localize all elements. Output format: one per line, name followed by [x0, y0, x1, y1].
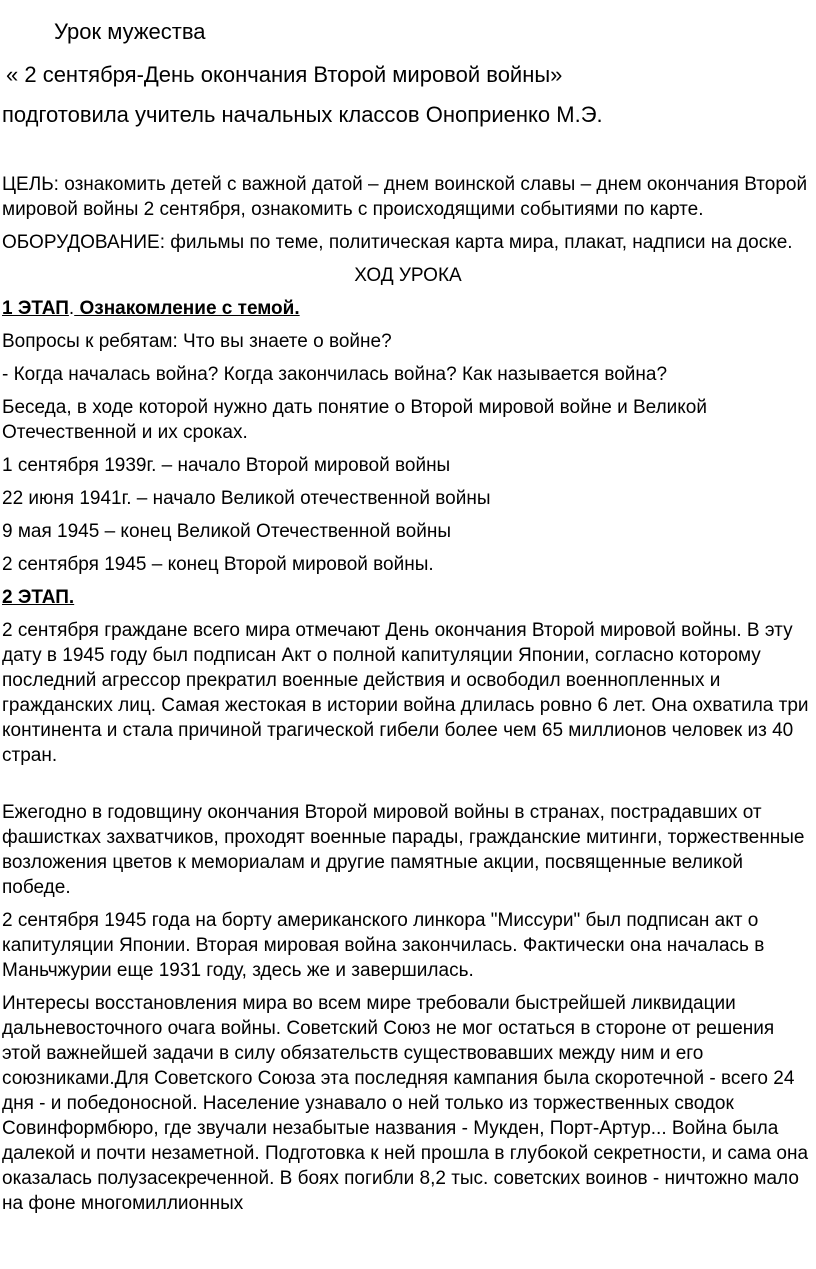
paragraph: 2 сентября граждане всего мира отмечают День окончания Второй мировой войны. В эту дату в 1945 году был подписан Акт о полной капитуляции Японии, согласно которому последний агрессор прекратил военные действия и освободил военнопленных и гражданских лиц. Самая жестокая в истории война длилась ровно 6 лет. Она охватила три континента и стала причиной трагической гибели более чем 65 миллионов человек из 40 стран. — [2, 620, 809, 766]
paragraph: Беседа, в ходе которой нужно дать понятие о Второй мировой войне и Великой Отечественной и их сроках. — [2, 397, 707, 443]
spacer — [2, 776, 814, 800]
document-body — [2, 172, 814, 1224]
lesson-goal: ЦЕЛЬ: ознакомить детей с важной датой – днем воинской славы – днем окончания Второй мировой войны 2 сентября, ознакомить с происходящими событиями по карте. — [2, 174, 808, 220]
paragraph: 9 мая 1945 – конец Великой Отечественной войны — [2, 521, 452, 542]
stage1-label: 1 ЭТАП — [2, 298, 69, 319]
document-title: Урок мужества — [54, 19, 206, 44]
stage1-separator: . — [68, 298, 75, 319]
paragraph: Интересы восстановления мира во всем мире требовали быстрейшей ликвидации дальневосточного очага войны. Советский Союз не мог остаться в стороне от решения этой важнейшей задачи в силу обязательств существовавших между ним и его союзниками.Для Советского Союза эта последняя кампания была скоротечной - всего 24 дня - и победоносной. Население узнавало о ней только из торжественных сводок Совинформбюро, где звучали незабытые названия - Мукден, Порт-Артур... Война была далекой и почти незаметной. Подготовка к ней прошла в глубокой секретности, и сама она оказалась полузасекреченной. В боях погибли 8,2 тыс. советских воинов - ничтожно мало на фоне многомиллионных — [2, 993, 809, 1214]
paragraph: Ежегодно в годовщину окончания Второй мировой войны в странах, пострадавших от фашистках захватчиков, проходят военные парады, гражданские митинги, торжественные возложения цветов к мемориалам и другие памятные акции, посвященные великой победе. — [2, 802, 805, 898]
document-author: подготовила учитель начальных классов Оноприенко М.Э. — [2, 102, 603, 127]
stage1-title: Ознакомление с темой. — [74, 298, 300, 319]
stage1-heading — [2, 296, 814, 321]
document-subtitle: « 2 сентября-День окончания Второй мировой войны» — [6, 62, 563, 87]
paragraph: 22 июня 1941г. – начало Великой отечественной войны — [2, 488, 491, 509]
paragraph: 2 сентября 1945 – конец Второй мировой войны. — [2, 554, 434, 575]
paragraph: - Когда началась война? Когда закончилась война? Как называется война? — [2, 364, 668, 385]
paragraph: Вопросы к ребятам: Что вы знаете о войне? — [2, 331, 392, 352]
paragraph: 1 сентября 1939г. – начало Второй мировой войны — [2, 455, 451, 476]
paragraph: 2 сентября 1945 года на борту американского линкора "Миссури" был подписан акт о капитуляции Японии. Вторая мировая война закончилась. Фактически она началась в Маньчжурии еще 1931 году, здесь же и завершилась. — [2, 910, 765, 981]
lesson-equipment: ОБОРУДОВАНИЕ: фильмы по теме, политическая карта мира, плакат, надписи на доске. — [2, 232, 793, 253]
stage2-heading: 2 ЭТАП. — [2, 587, 75, 608]
lesson-heading: ХОД УРОКА — [354, 265, 462, 286]
